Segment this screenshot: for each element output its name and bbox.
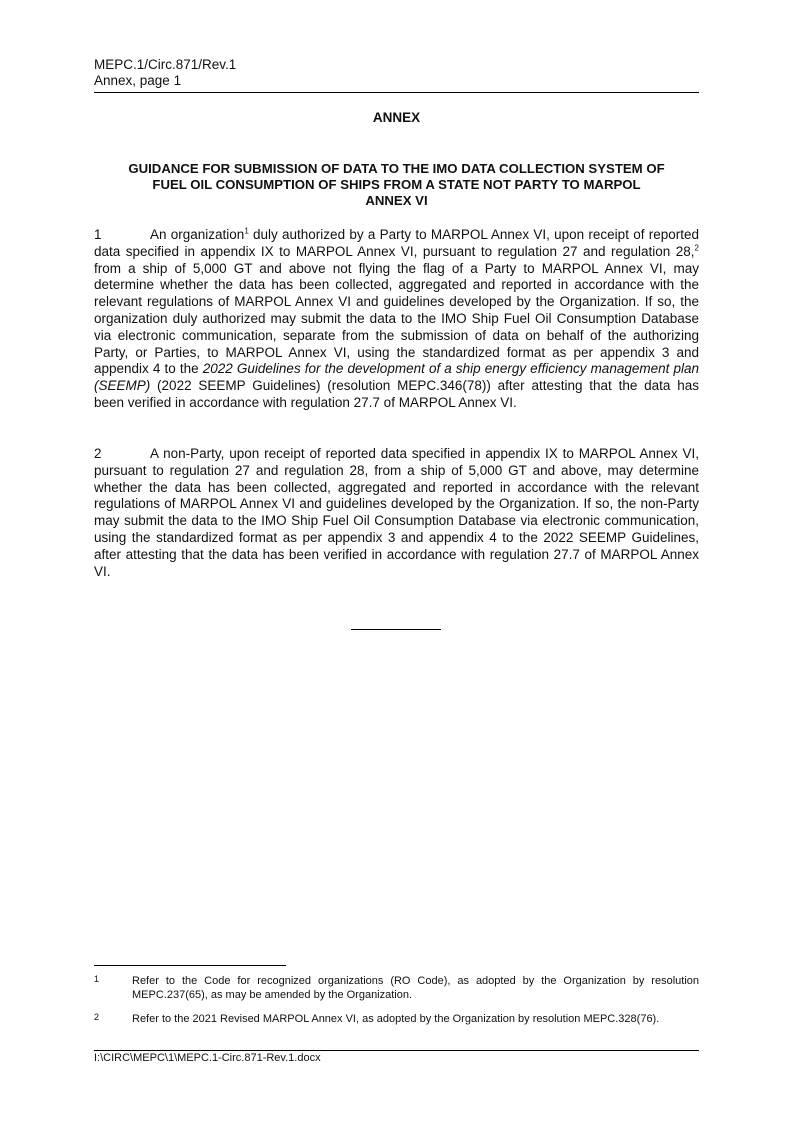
footnote-ref-2[interactable]: 2 <box>694 243 699 253</box>
paragraph-text: from a ship of 5,000 GT and above not flying the flag of a Party to MARPOL Annex VI, may determine whether the data has been collected, aggregated and reported in accordance with the relevant regulations of MARPOL Annex VI and guidelines developed by the Organization. If so, the organization duly authorized may submit the data to the IMO Ship Fuel Oil Consumption Database via electronic communication, separate from the submission of data on behalf of the authorizing Party, or Parties, to MARPOL Annex VI, using the standardized format as per appendix 3 and appendix 4 to the <box>94 260 699 377</box>
document-title <box>94 161 699 209</box>
footnote-number: 2 <box>94 1012 100 1022</box>
footnote-2 <box>94 1012 699 1026</box>
footnote-ref-1[interactable]: 1 <box>244 226 249 236</box>
paragraph-text: duly authorized by a Party to MARPOL Annex VI, upon receipt of reported data specified in appendix IX to MARPOL Annex VI, pursuant to regulation 27 and regulation 28, <box>94 227 699 259</box>
footnote-text: Refer to the 2021 Revised MARPOL Annex VI, as adopted by the Organization by resolution MEPC.328(76). <box>132 1013 660 1025</box>
end-separator <box>351 629 441 630</box>
page-header <box>94 57 699 89</box>
annex-heading: ANNEX <box>372 110 421 125</box>
paragraph-text: (2022 SEEMP Guidelines) (resolution MEPC.346(78)) after attesting that the data has been verified in accordance with regulation 27.7 of MARPOL Annex VI. <box>94 378 699 410</box>
paragraph-2 <box>94 446 699 580</box>
footnote-text: Refer to the Code for recognized organizations (RO Code), as adopted by the Organization by resolution MEPC.237(65), as may be amended by the Organization. <box>132 975 699 1001</box>
title-line: FUEL OIL CONSUMPTION OF SHIPS FROM A STATE NOT PARTY TO MARPOL <box>152 177 641 192</box>
footer-divider <box>94 1050 699 1051</box>
doc-reference: MEPC.1/Circ.871/Rev.1 <box>94 57 237 72</box>
page-label: Annex, page 1 <box>94 73 182 88</box>
paragraph-number: 2 <box>94 446 102 461</box>
footnote-divider <box>94 965 286 966</box>
italic-title: 2022 Guidelines for the development of a ship energy efficiency management plan (SEEMP) <box>94 361 699 394</box>
footer-file-path: I:\CIRC\MEPC\1\MEPC.1-Circ.871-Rev.1.docx <box>94 1052 321 1064</box>
paragraph-number: 1 <box>94 227 102 242</box>
title-line: GUIDANCE FOR SUBMISSION OF DATA TO THE IMO DATA COLLECTION SYSTEM OF <box>128 161 665 176</box>
title-line: ANNEX VI <box>365 193 428 208</box>
paragraph-text: A non-Party, upon receipt of reported data specified in appendix IX to MARPOL Annex VI, pursuant to regulation 27 and regulation 28, from a ship of 5,000 GT and above, may determine whether the data has been collected, aggregated and reported in accordance with the relevant regulations of MARPOL Annex VI and guidelines developed by the Organization. If so, the non-Party may submit the data to the IMO Ship Fuel Oil Consumption Database via electronic communication, using the standardized format as per appendix 3 and appendix 4 to the 2022 SEEMP Guidelines, after attesting that the data has been verified in accordance with regulation 27.7 of MARPOL Annex VI. <box>94 446 699 579</box>
paragraph-1 <box>94 227 699 412</box>
header-divider <box>94 92 699 93</box>
footnote-number: 1 <box>94 974 100 984</box>
footnote-1 <box>94 974 699 1002</box>
paragraph-text: An organization <box>150 227 245 242</box>
